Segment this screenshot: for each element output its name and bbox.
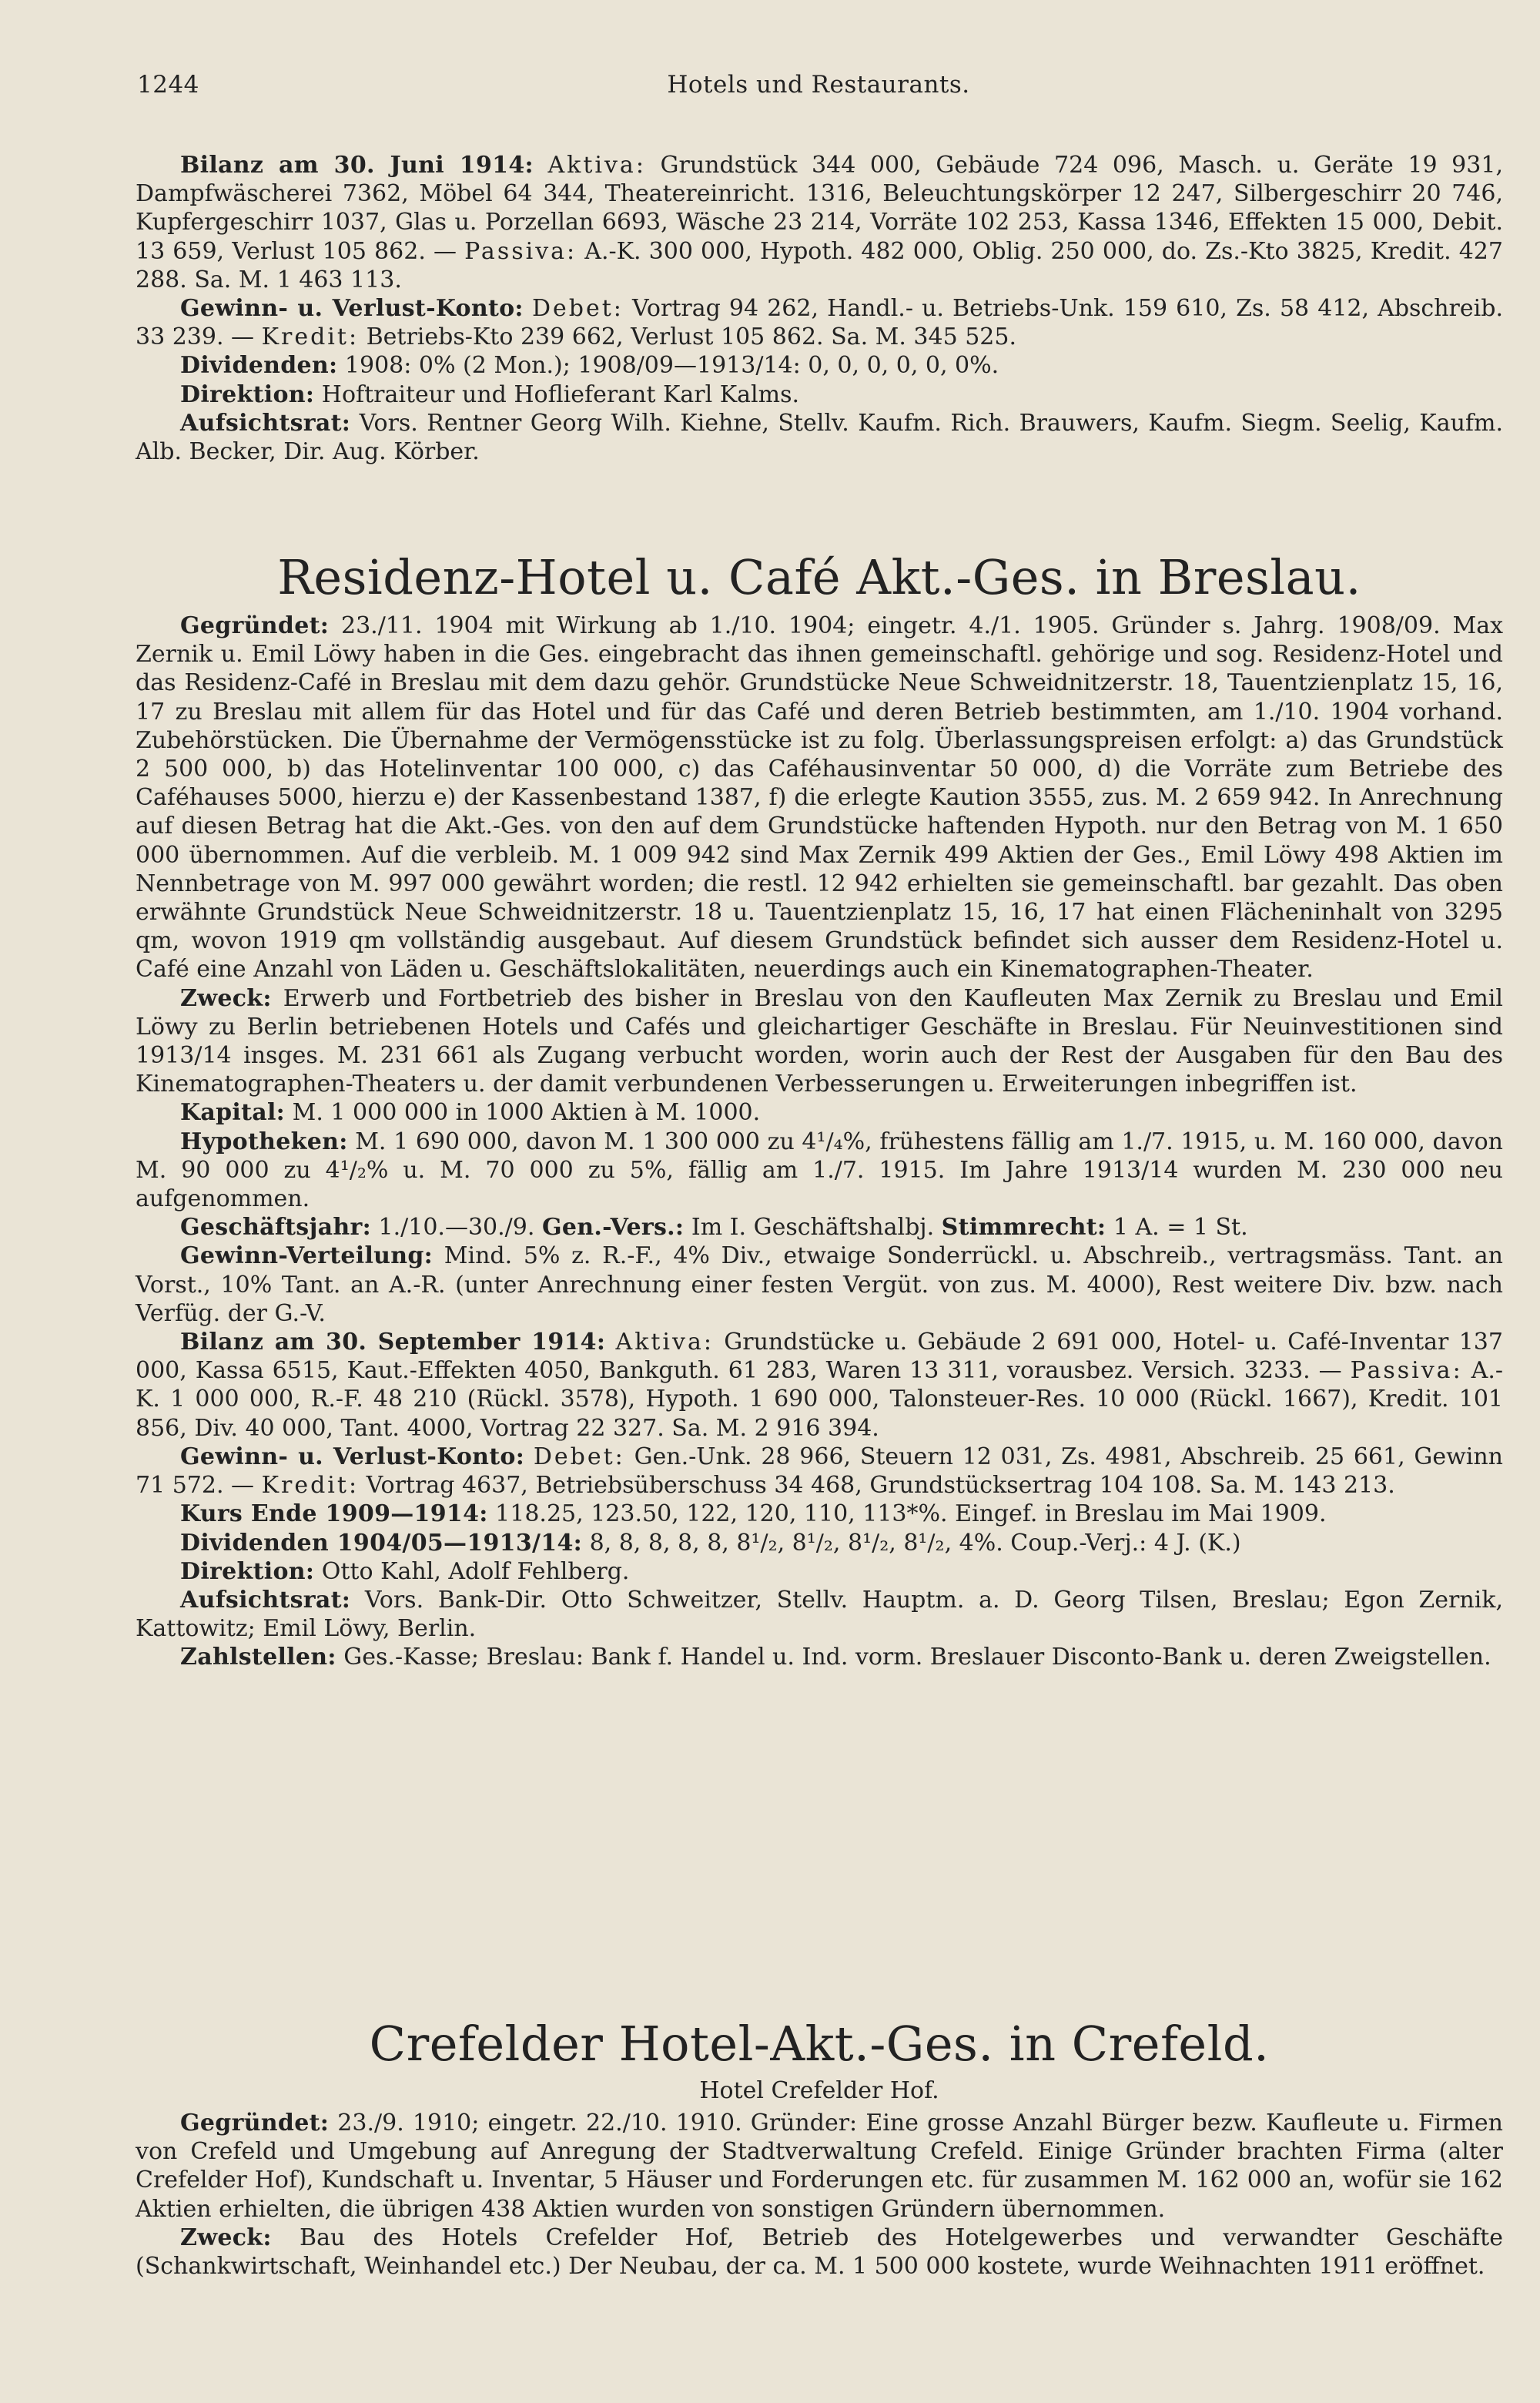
management: Direktion: Hoftraiteur und Hoflieferant Karl Kalms.: [180, 380, 800, 408]
company-title: Residenz-Hotel u. Café Akt.-Ges. in Breslau.: [277, 549, 1361, 605]
dividends: Dividenden 1904/05—1913/14: 8, 8, 8, 8, 8, 8¹/₂, 8¹/₂, 8¹/₂, 8¹/₂, 4%. Coup.-Verj.: 4 J. (K.): [180, 1529, 1241, 1557]
balance-sheet: Bilanz am 30. Juni 1914: Aktiva: Grundstück 344 000, Gebäude 724 096, Masch. u. Geräte 19 931, Dampfwäscherei 7362, Möbel 64 344, Theatereinricht. 1316, Beleuchtungskörper 12 247, Silbergeschirr 20 746, Kupfergeschirr 1037, Glas u. Porzellan 6693, Wäsche 23 214, Vorräte 102 253, Kassa 1346, Effekten 15 000, Debit. 13 659, Verlust 105 862. — Passiva: A.-K. 300 000, Hypoth. 482 000, Oblig. 250 000, do. Zs.-Kto 3825, Kredit. 427 288. Sa. M. 1 463 113.: [136, 152, 1503, 293]
supervisory-board: Aufsichtsrat: Vors. Bank-Dir. Otto Schweitzer, Stellv. Hauptm. a. D. Georg Tilsen, Breslau; Egon Zernik, Kattowitz; Emil Löwy, Berlin.: [136, 1586, 1503, 1643]
page-header: [137, 71, 1500, 117]
company-title: Crefelder Hotel-Akt.-Ges. in Crefeld.: [369, 2016, 1270, 2072]
paying-agents: Zahlstellen: Ges.-Kasse; Breslau: Bank f. Handel u. Ind. vorm. Breslauer Disconto-Bank u. deren Zweigstellen.: [180, 1644, 1491, 1671]
company-subtitle: Hotel Crefelder Hof.: [699, 2077, 939, 2104]
purpose: Zweck: Bau des Hotels Crefelder Hof, Betrieb des Hotelgewerbes und verwandter Geschäfte (Schankwirtschaft, Weinhandel etc.) Der Neubau, der ca. M. 1 500 000 kostete, wurde Weihnachten 1911 eröffnet.: [136, 2224, 1503, 2281]
profit-loss-account: Gewinn- u. Verlust-Konto: Debet: Gen.-Unk. 28 966, Steuern 12 031, Zs. 4981, Abschreib. 25 661, Gewinn 71 572. — Kredit: Vortrag 4637, Betriebsüberschuss 34 468, Grundstücksertrag 104 108. Sa. M. 143 213.: [136, 1443, 1503, 1500]
supervisory-board: Aufsichtsrat: Vors. Rentner Georg Wilh. Kiehne, Stellv. Kaufm. Rich. Brauwers, Kaufm. Siegm. Seelig, Kaufm. Alb. Becker, Dir. Aug. Körber.: [136, 409, 1503, 466]
mortgages: Hypotheken: M. 1 690 000, davon M. 1 300 000 zu 4¹/₄%, frühestens fällig am 1./7. 1915, u. M. 160 000, davon M. 90 000 zu 4¹/₂% u. M. 70 000 zu 5%, fällig am 1./7. 1915. Im Jahre 1913/14 wurden M. 230 000 neu aufgenommen.: [136, 1128, 1503, 1213]
running-title: Hotels und Restaurants.: [667, 71, 970, 99]
business-year: Geschäftsjahr: 1./10.—30./9. Gen.-Vers.: Im I. Geschäftshalbj. Stimmrecht: 1 A. = 1 St.: [180, 1214, 1248, 1242]
company-entry: [136, 2109, 1503, 2281]
capital: Kapital: M. 1 000 000 in 1000 Aktien à M. 1000.: [180, 1099, 761, 1127]
founded: Gegründet: 23./9. 1910; eingetr. 22./10. 1910. Gründer: Eine grosse Anzahl Bürger bezw. Kaufleute u. Firmen von Crefeld und Umgebung auf Anregung der Stadtverwaltung Crefeld. Einige Gründer brachten Firma (alter Crefelder Hof), Kundschaft u. Inventar, 5 Häuser und Forderungen etc. für zusammen M. 162 000 an, wofür sie 162 Aktien erhielten, die übrigen 438 Aktien wurden von sonstigen Gründern übernommen.: [136, 2110, 1503, 2223]
entry-continuation: [136, 151, 1503, 466]
balance-sheet: Bilanz am 30. September 1914: Aktiva: Grundstücke u. Gebäude 2 691 000, Hotel- u. Café-Inventar 137 000, Kassa 6515, Kaut.-Effekten 4050, Bankguth. 61 283, Waren 13 311, vorausbez. Versich. 3233. — Passiva: A.-K. 1 000 000, R.-F. 48 210 (Rückl. 3578), Hypoth. 1 690 000, Talonsteuer-Res. 10 000 (Rückl. 1667), Kredit. 101 856, Div. 40 000, Tant. 4000, Vortrag 22 327. Sa. M. 2 916 394.: [136, 1329, 1503, 1442]
page-number: 1244: [137, 71, 199, 99]
dividends: Dividenden: 1908: 0% (2 Mon.); 1908/09—1913/14: 0, 0, 0, 0, 0, 0%.: [180, 352, 999, 380]
management: Direktion: Otto Kahl, Adolf Fehlberg.: [180, 1557, 630, 1585]
share-price: Kurs Ende 1909—1914: 118.25, 123.50, 122, 120, 110, 113*%. Eingef. in Breslau im Mai 1909.: [180, 1500, 1327, 1528]
profit-loss-account: Gewinn- u. Verlust-Konto: Debet: Vortrag 94 262, Handl.- u. Betriebs-Unk. 159 610, Zs. 58 412, Abschreib. 33 239. — Kredit: Betriebs-Kto 239 662, Verlust 105 862. Sa. M. 345 525.: [136, 295, 1503, 351]
purpose: Zweck: Erwerb und Fortbetrieb des bisher in Breslau von den Kaufleuten Max Zernik zu Breslau und Emil Löwy zu Berlin betriebenen Hotels und Cafés und gleichartiger Geschäfte in Breslau. Für Neuinvestitionen sind 1913/14 insges. M. 231 661 als Zugang verbucht worden, worin auch der Rest der Ausgaben für den Bau des Kinematographen-Theaters u. der damit verbundenen Verbesserungen u. Erweiterungen inbegriffen ist.: [136, 984, 1503, 1098]
company-entry: [136, 612, 1503, 1672]
founded: Gegründet: 23./11. 1904 mit Wirkung ab 1./10. 1904; eingetr. 4./1. 1905. Gründer s. Jahrg. 1908/09. Max Zernik u. Emil Löwy haben in die Ges. eingebracht das ihnen gemeinschaftl. gehörige und sog. Residenz-Hotel und das Residenz-Café in Breslau mit dem dazu gehör. Grundstücke Neue Schweidnitzerstr. 18, Tauentzienplatz 15, 16, 17 zu Breslau mit allem für das Hotel und für das Café und deren Betrieb bestimmten, am 1./10. 1904 vorhand. Zubehörstücken. Die Übernahme der Vermögensstücke ist zu folg. Überlassungspreisen erfolgt: a) das Grundstück 2 500 000, b) das Hotelinventar 100 000, c) das Caféhausinventar 50 000, d) die Vorräte zum Betriebe des Caféhauses 5000, hierzu e) der Kassenbestand 1387, f) die erlegte Kaution 3555, zus. M. 2 659 942. In Anrechnung auf diesen Betrag hat die Akt.-Ges. von den auf dem Grundstücke haftenden Hypoth. nur den Betrag von M. 1 650 000 übernommen. Auf die verbleib. M. 1 009 942 sind Max Zernik 499 Aktien der Ges., Emil Löwy 498 Aktien im Nennbetrage von M. 997 000 gewährt worden; die restl. 12 942 erhielten sie gemeinschaftl. bar gezahlt. Das oben erwähnte Grundstück Neue Schweidnitzerstr. 18 u. Tauentzienplatz 15, 16, 17 hat einen Flächeninhalt von 3295 qm, wovon 1919 qm vollständig ausgebaut. Auf diesem Grundstück befindet sich ausser dem Residenz-Hotel u. Café eine Anzahl von Läden u. Geschäftslokalitäten, neuerdings auch ein Kinematographen-Theater.: [136, 612, 1503, 984]
profit-distribution: Gewinn-Verteilung: Mind. 5% z. R.-F., 4% Div., etwaige Sonderrückl. u. Abschreib., vertragsmäss. Tant. an Vorst., 10% Tant. an A.-R. (unter Anrechnung einer festen Vergüt. von zus. M. 4000), Rest weitere Div. bzw. nach Verfüg. der G.-V.: [136, 1242, 1503, 1327]
